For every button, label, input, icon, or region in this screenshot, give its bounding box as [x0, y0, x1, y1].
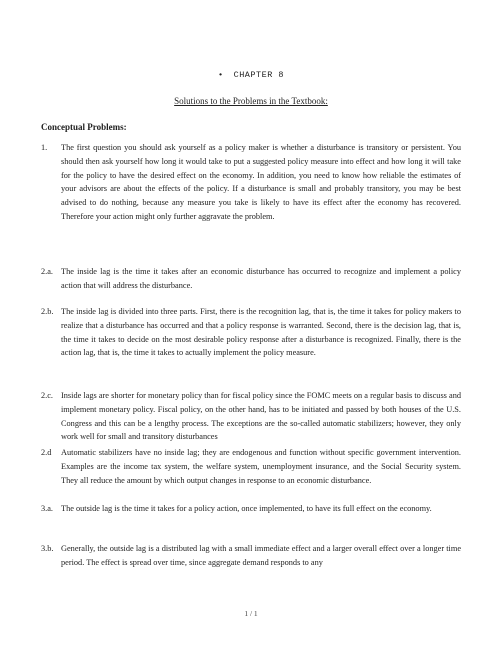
answer-item: 2.c. Inside lags are shorter for monetary policy than for fiscal policy since the FOMC meets on a regular basis to discuss and implement monetary policy. Fiscal policy, on the other hand, has to be initiated and passed by both houses of the U.S. Congress and this can be a lengthy process. The exceptions are the so-called automatic stabilizers; however, they only work well for small and transitory disturbances	[41, 391, 461, 442]
bullet-icon: •	[217, 70, 224, 80]
answer-item: 3.b. Generally, the outside lag is a distributed lag with a small immediate effect and a larger overall effect over a longer time period. The effect is spread over time, since aggregate demand responds to any	[41, 544, 461, 567]
page-number: 1 / 1	[244, 609, 258, 618]
answer-item: 2.a. The inside lag is the time it takes after an economic disturbance has occurred to recognize and implement a policy action that will address the disturbance.	[41, 267, 461, 290]
answer-item: 2.d Automatic stabilizers have no inside lag; they are endogenous and function without specific government intervention. Examples are the income tax system, the welfare system, unemployment insurance, and the Social Security system. They all reduce the amount by which output changes in response to an economic disturbance.	[41, 448, 461, 485]
page-subtitle: Solutions to the Problems in the Textbook:	[174, 96, 328, 106]
answer-item: 2.b. The inside lag is divided into three parts. First, there is the recognition lag, that is, the time it takes for policy makers to realize that a disturbance has occurred and that a policy response is warranted. Second, there is the decision lag, that is, the time it takes to decide on the most desirable policy response after a disturbance is recognized. Finally, there is the action lag, that is, the time it takes to actually implement the policy measure.	[41, 307, 461, 358]
chapter-heading: • CHAPTER 8	[217, 70, 285, 80]
section-title: Conceptual Problems:	[41, 122, 127, 132]
answer-item: 3.a. The outside lag is the time it takes for a policy action, once implemented, to have its full effect on the economy.	[41, 504, 432, 513]
answer-item: 1. The first question you should ask yourself as a policy maker is whether a disturbance is transitory or persistent. You should then ask yourself how long it would take to put a suggested policy measure into effect and how long it will take for the policy to have the desired effect on the economy. In addition, you need to know how reliable the estimates of your advisors are about the effects of the policy. If a disturbance is small and probably transitory, you may be best advised to do nothing, because any measure you take is likely to have its effect after the economy has recovered. Therefore your action might only further aggravate the problem.	[41, 143, 461, 221]
